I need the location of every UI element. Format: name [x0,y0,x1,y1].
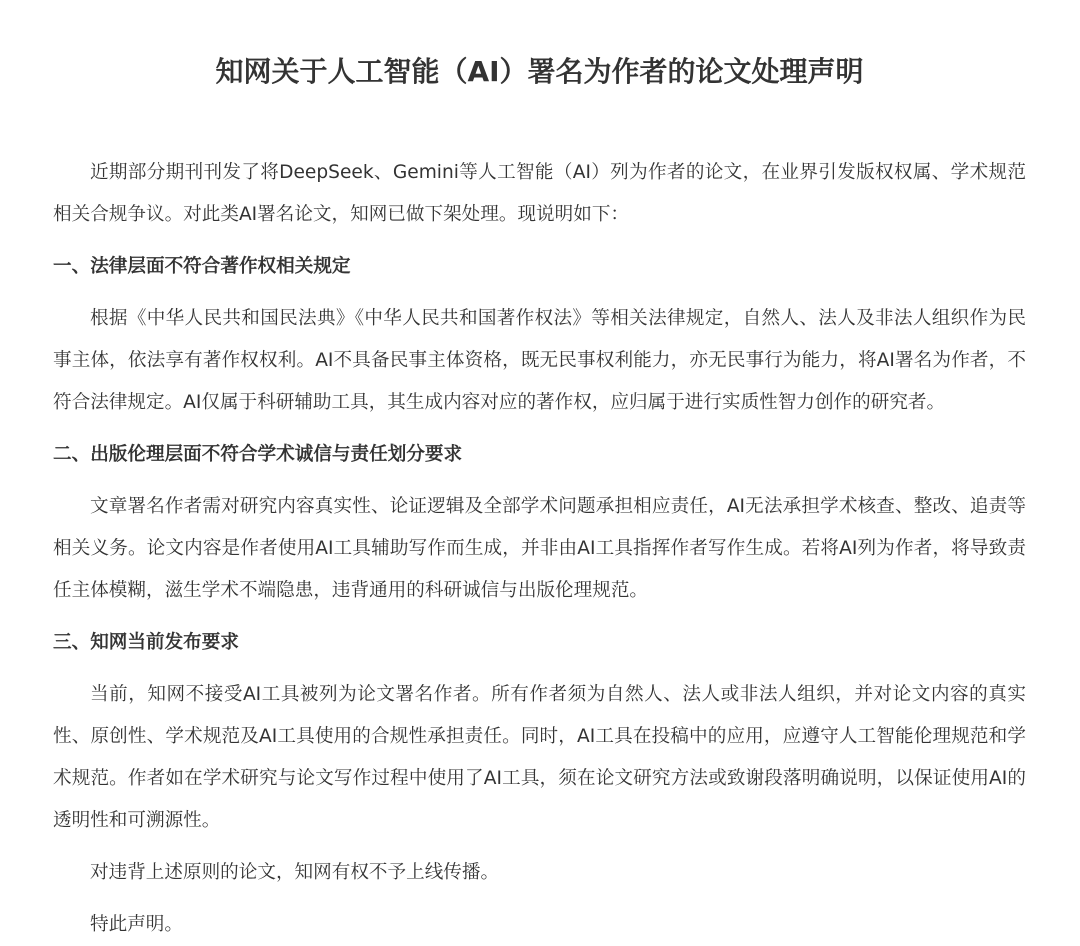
section-heading: 一、法律层面不符合著作权相关规定 [53,256,351,277]
intro-block [53,152,1026,236]
section-body: 文章署名作者需对研究内容真实性、论证逻辑及全部学术问题承担相应责任，AI无法承担学术核查、整改、追责等相关义务。论文内容是作者使用AI工具辅助写作而生成，并非由AI工具指挥作者写作生成。若将AI列为作者，将导致责任主体模糊，滋生学术不端隐患，违背通用的科研诚信与出版伦理规范。 [53,496,1026,601]
section-1 [53,246,1026,424]
intro-paragraph: 近期部分期刊刊发了将DeepSeek、Gemini等人工智能（AI）列为作者的论文，在业界引发版权权属、学术规范相关合规争议。对此类AI署名论文，知网已做下架处理。现说明如下： [53,162,1026,225]
signoff-paragraph: 特此声明。 [90,914,183,935]
section-2 [53,434,1026,612]
page-title: 知网关于人工智能（AI）署名为作者的论文处理声明 [215,55,864,88]
closing-paragraph: 对违背上述原则的论文，知网有权不予上线传播。 [90,862,500,883]
section-heading: 三、知网当前发布要求 [53,632,239,653]
section-body: 根据《中华人民共和国民法典》《中华人民共和国著作权法》等相关法律规定，自然人、法人及非法人组织作为民事主体，依法享有著作权权利。AI不具备民事主体资格，既无民事权利能力，亦无民事行为能力，将AI署名为作者，不符合法律规定。AI仅属于科研辅助工具，其生成内容对应的著作权，应归属于进行实质性智力创作的研究者。 [53,308,1026,413]
section-body: 当前，知网不接受AI工具被列为论文署名作者。所有作者须为自然人、法人或非法人组织，并对论文内容的真实性、原创性、学术规范及AI工具使用的合规性承担责任。同时，AI工具在投稿中的应用，应遵守人工智能伦理规范和学术规范。作者如在学术研究与论文写作过程中使用了AI工具，须在论文研究方法或致谢段落明确说明，以保证使用AI的透明性和可溯源性。 [53,684,1026,831]
section-heading: 二、出版伦理层面不符合学术诚信与责任划分要求 [53,444,463,465]
section-3 [53,622,1026,842]
